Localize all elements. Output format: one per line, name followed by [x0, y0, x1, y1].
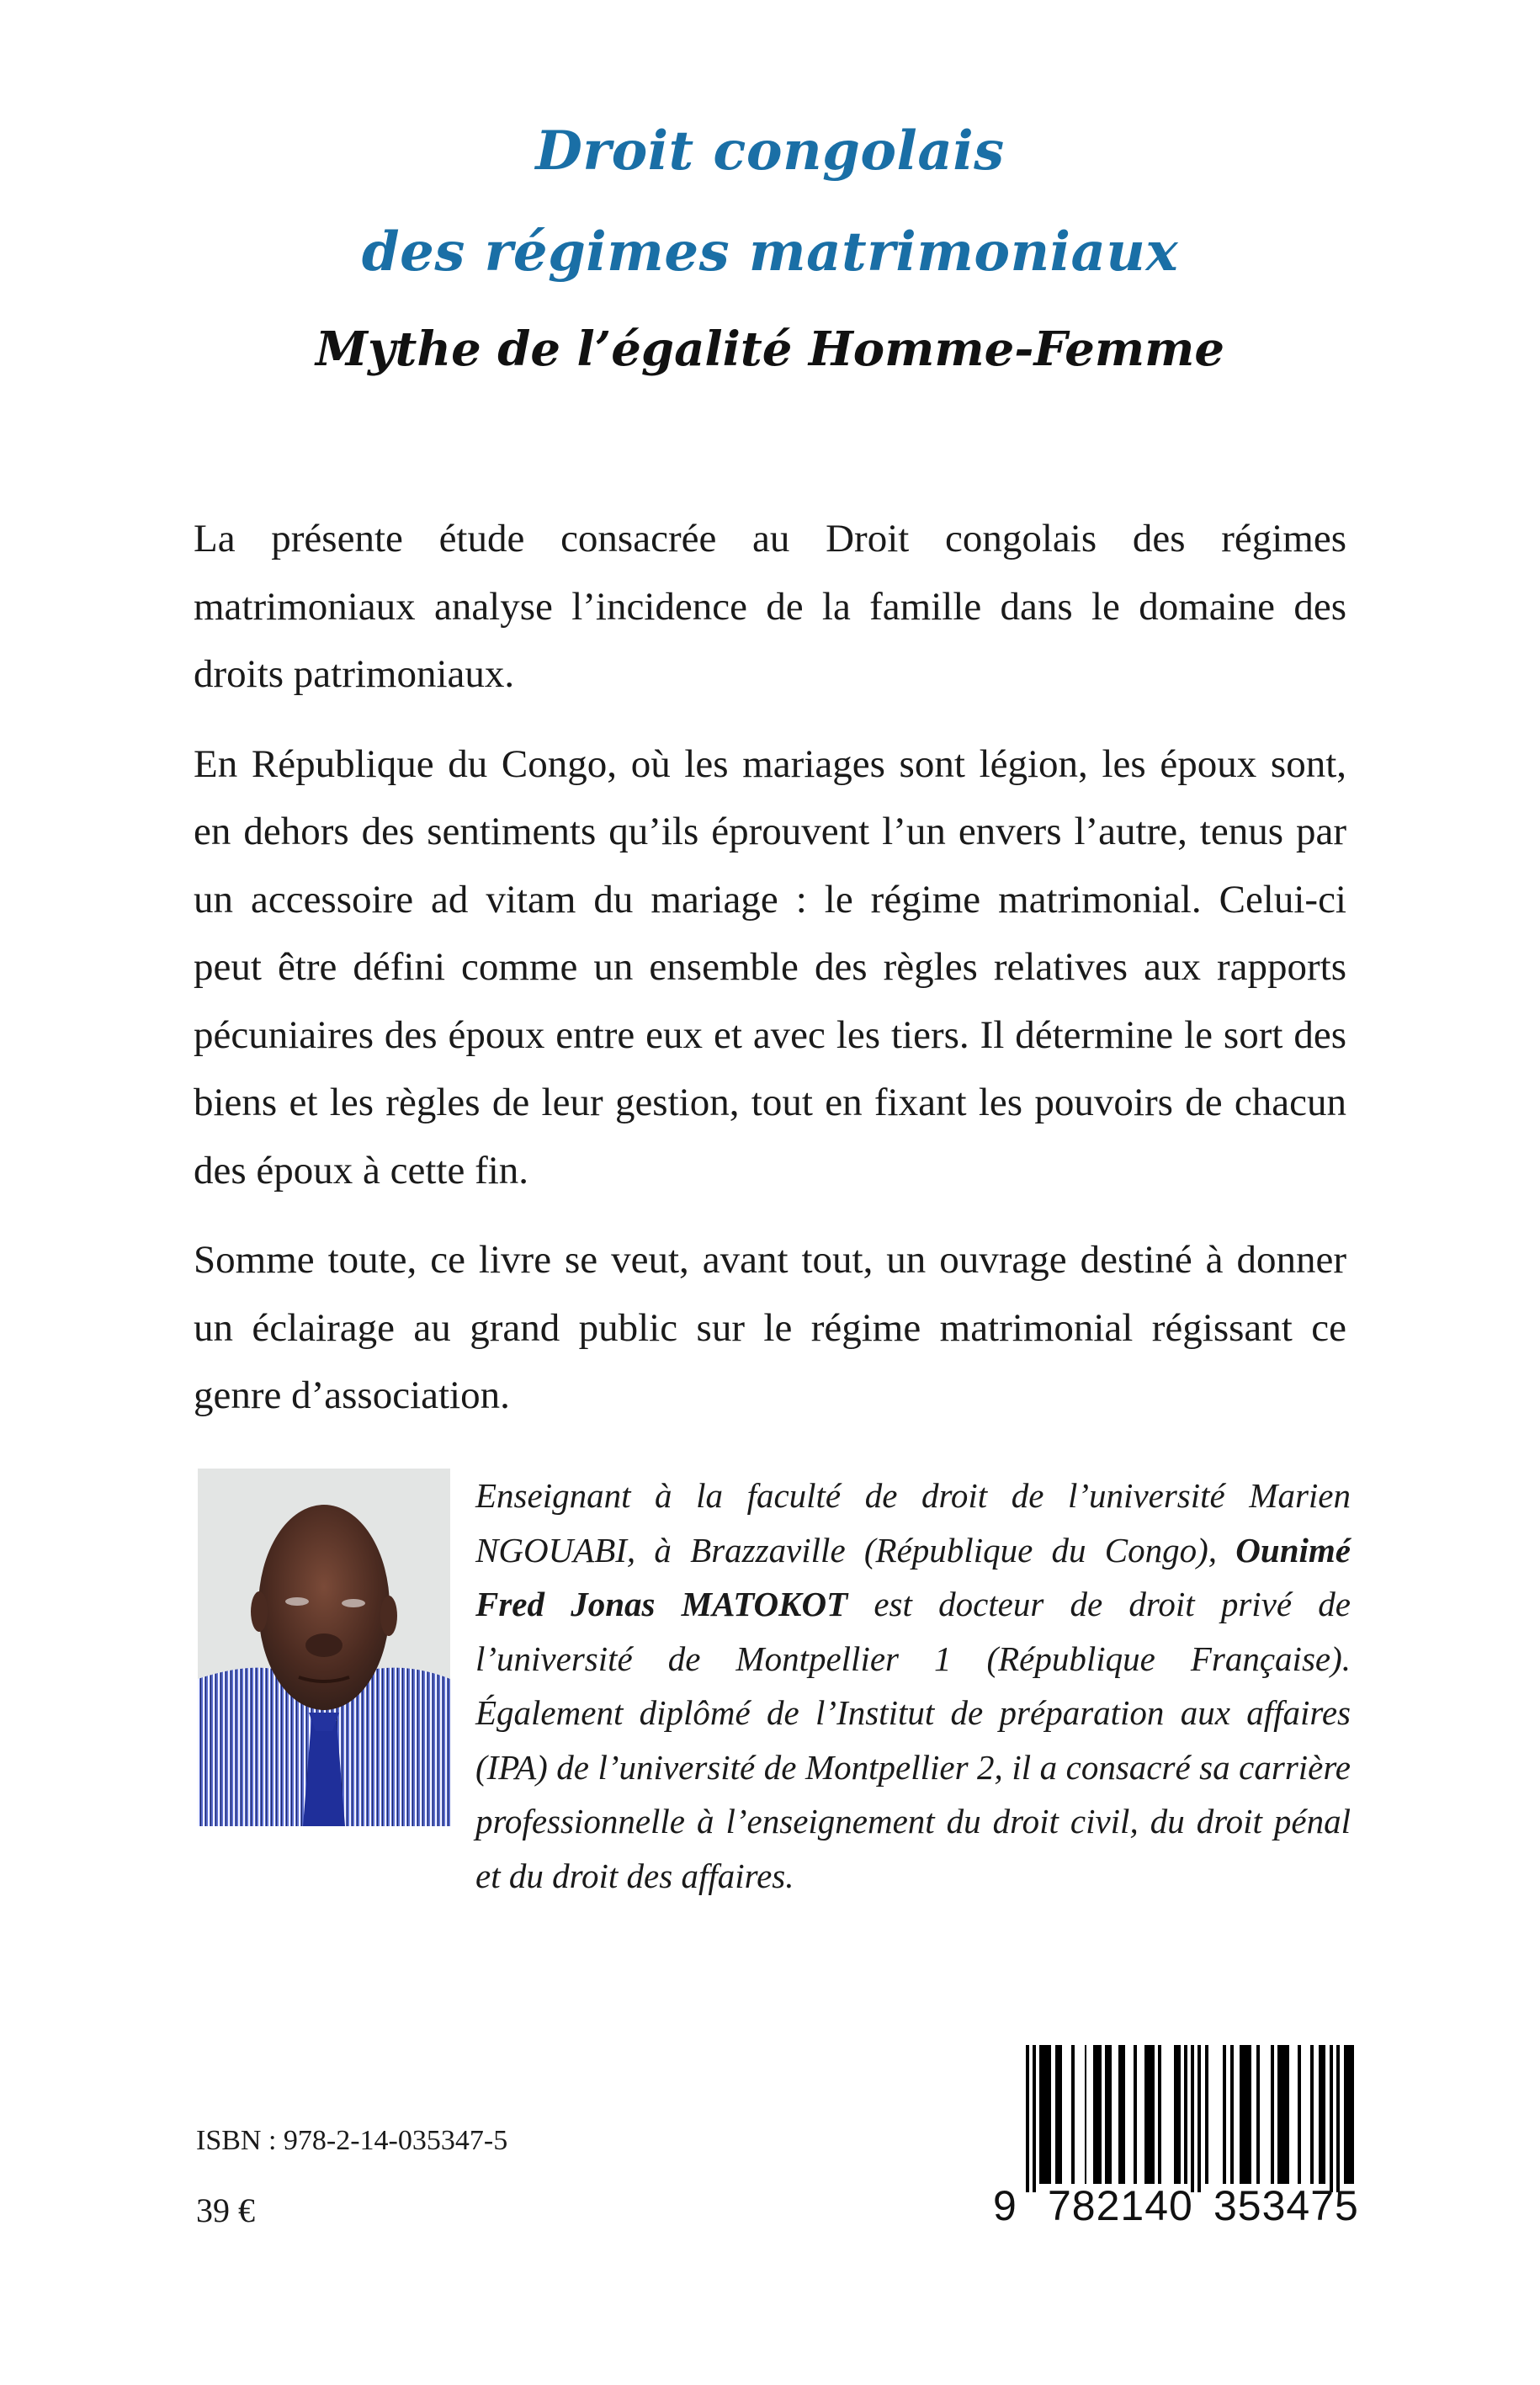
price: 39 € — [196, 2191, 255, 2229]
book-title-line-2: des régimes matrimoniaux — [361, 220, 1179, 284]
author-photo — [198, 1469, 450, 1826]
author-section — [198, 1469, 1351, 1895]
book-title-line-1: Droit congolais — [535, 120, 1005, 183]
title-block — [0, 101, 1540, 387]
book-subtitle: Mythe de l’égalité Homme-Femme — [316, 321, 1224, 377]
author-bio-details: est docteur de droit privé de l’université de Montpellier 1 (République Française). Également diplômé de l’Institut de préparation aux affaires (IPA) de l’université de Montpellier 2, il a consacré sa carrière professionnelle à l’enseignement du droit civil, du droit pénal et du droit des affaires. — [475, 1585, 1351, 1895]
blurb-paragraph: Somme toute, ce livre se veut, avant tout, un ouvrage destiné à donner un éclairage au grand public sur le régime matrimonial régissant ce genre d’association. — [194, 1238, 1346, 1417]
barcode-digits-right: 353475 — [1213, 2182, 1359, 2229]
barcode-digit-first: 9 — [993, 2182, 1017, 2229]
blurb — [194, 505, 1346, 1452]
blurb-paragraph: La présente étude consacrée au Droit congolais des régimes matrimoniaux analyse l’incidence de la famille dans le domaine des droits patrimoniaux. — [194, 517, 1346, 696]
author-bio-intro: Enseignant à la faculté de droit de l’université Marien NGOUABI, à Brazzaville (République du Congo), — [475, 1476, 1351, 1570]
author-name: Ounimé Fred Jonas MATOKOT — [475, 1530, 1351, 1623]
author-bio — [475, 1469, 1351, 1903]
isbn: ISBN : 978-2-14-035347-5 — [196, 2125, 508, 2156]
blurb-paragraph: En République du Congo, où les mariages sont légion, les époux sont, en dehors des sentiments qu’ils éprouvent l’un envers l’autre, tenus par un accessoire ad vitam du mariage : le régime matrimonial. Celui-ci peut être défini comme un ensemble des règles relatives aux rapports pécuniaires des époux entre eux et avec les tiers. Il détermine le sort des biens et les règles de leur gestion, tout en fixant les pouvoirs de chacun des époux à cette fin. — [194, 741, 1346, 1192]
barcode-digits-left: 782140 — [1048, 2182, 1193, 2229]
barcode-digits — [993, 2181, 1359, 2232]
